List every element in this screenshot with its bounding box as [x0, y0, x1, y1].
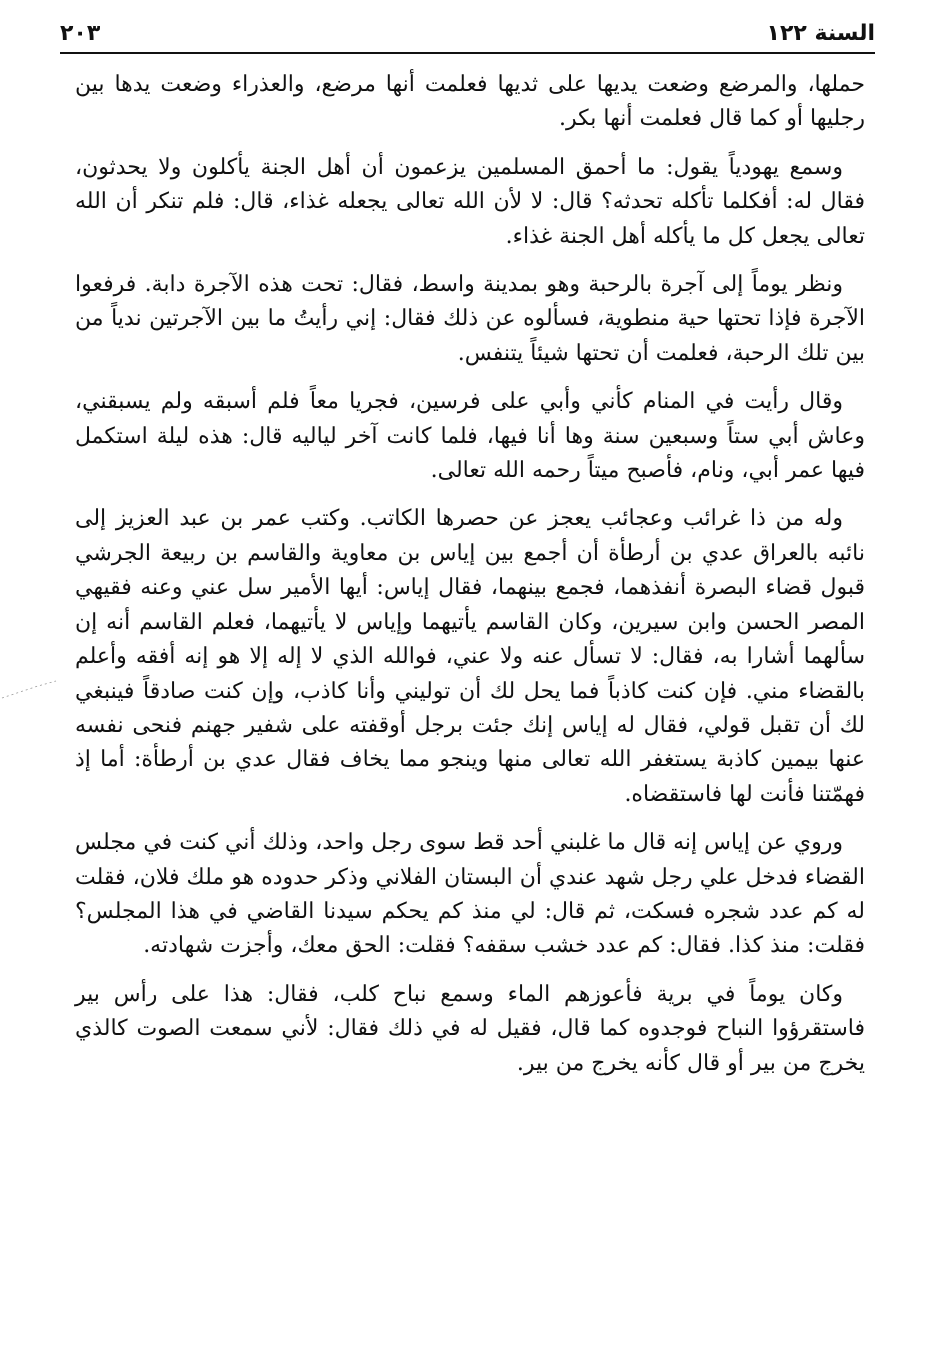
paragraph-3: ونظر يوماً إلى آجرة بالرحبة وهو بمدينة واسط، فقال: تحت هذه الآجرة دابة. فرفعوا الآجرة فإذا تحتها حية منطوية، فسألوه عن ذلك فقال: إني رأيتُ ما بين الآجرتين ندياً من بين تلك الرحبة، فعلمت أن تحتها شيئاً يتنفس. [75, 272, 865, 366]
paragraph-7: وكان يوماً في برية فأعوزهم الماء وسمع نباح كلب، فقال: هذا على رأس بير فاستقرؤوا النباح فوجدوه كما قال، فقيل له في ذلك فقال: لأني سمعت الصوت كالذي يخرج من بير أو قال كأنه يخرج من بير. [75, 981, 865, 1076]
paragraph-6: وروي عن إياس إنه قال ما غلبني أحد قط سوى رجل واحد، وذلك أني كنت في مجلس القضاء فدخل علي رجل شهد عندي أن البستان الفلاني وذكر حدوده هو ملك فلان، فقلت له كم عدد شجره فسكت، ثم قال: لي منذ كم يحكم سيدنا القاضي في هذا المجلس؟ فقلت: منذ كذا. فقال: كم عدد خشب سقفه؟ فقلت: الحق معك، وأجزت شهادته. [75, 830, 865, 959]
page-number: ٢٠٣ [60, 21, 101, 46]
section-title: السنة ١٢٢ [766, 21, 875, 46]
scan-artifact-mark [0, 678, 60, 708]
paragraph-5: وله من ذا غرائب وعجائب يعجز عن حصرها الكاتب. وكتب عمر بن عبد العزيز إلى نائبه بالعراق عدي بن أرطأة أن أجمع بين إياس بن معاوية والقاسم بن ربيعة الجرشي قبول قضاء البصرة أنفذهما، فجمع بينهما، فقال إياس: أيها الأمير سل عني وعنه فقيهي المصر الحسن وابن سيرين، وكان القاسم يأتيهما وإياس لا يأتيهما، فعلم القاسم أنه إن سألهما أشارا به، فقال: لا تسأل عنه ولا عني، فوالله الذي لا إله إلا هو إنه أفقه وأعلم بالقضاء مني. فإن كنت كاذباً فما يحل لك أن توليني وأنا كاذب، وإن كنت صادقاً فينبغي لك أن تقبل قولي، فقال له إياس إنك جئت برجل أوقفته على شفير جهنم فنحى نفسه عنها بيمين كاذبة يستغفر الله تعالى منها وينجو مما يخاف فقال عدي بن أرطأة: أما إذ فهمّتنا فأنت لها فاستقضاه. [75, 506, 865, 807]
paragraph-2: وسمع يهودياً يقول: ما أحمق المسلمين يزعمون أن أهل الجنة يأكلون ولا يحدثون، فقال له: أفكلما تأكله تحدثه؟ قال: لا لأن الله تعالى يجعله غذاء، قال: فلم تنكر أن الله تعالى يجعل كل ما يأكله أهل الجنة غذاء. [75, 154, 865, 249]
paragraph-1: حملها، والمرضع وضعت يديها على ثديها فعلمت أنها مرضع، والعذراء وضعت يدها بين رجليها أو كما قال فعلمت أنها بكر. [75, 72, 865, 132]
body-text [75, 68, 865, 1101]
paragraph-4: وقال رأيت في المنام كأني وأبي على فرسين، فجريا معاً فلم أسبقه ولم يسبقني، وعاش أبي ستاً وسبعين سنة وها أنا فيها، فلما كانت آخر لياليه قال: هذه ليلة استكمل فيها عمر أبي، ونام، فأصبح ميتاً رحمه الله تعالى. [75, 389, 865, 484]
running-header [60, 18, 875, 54]
